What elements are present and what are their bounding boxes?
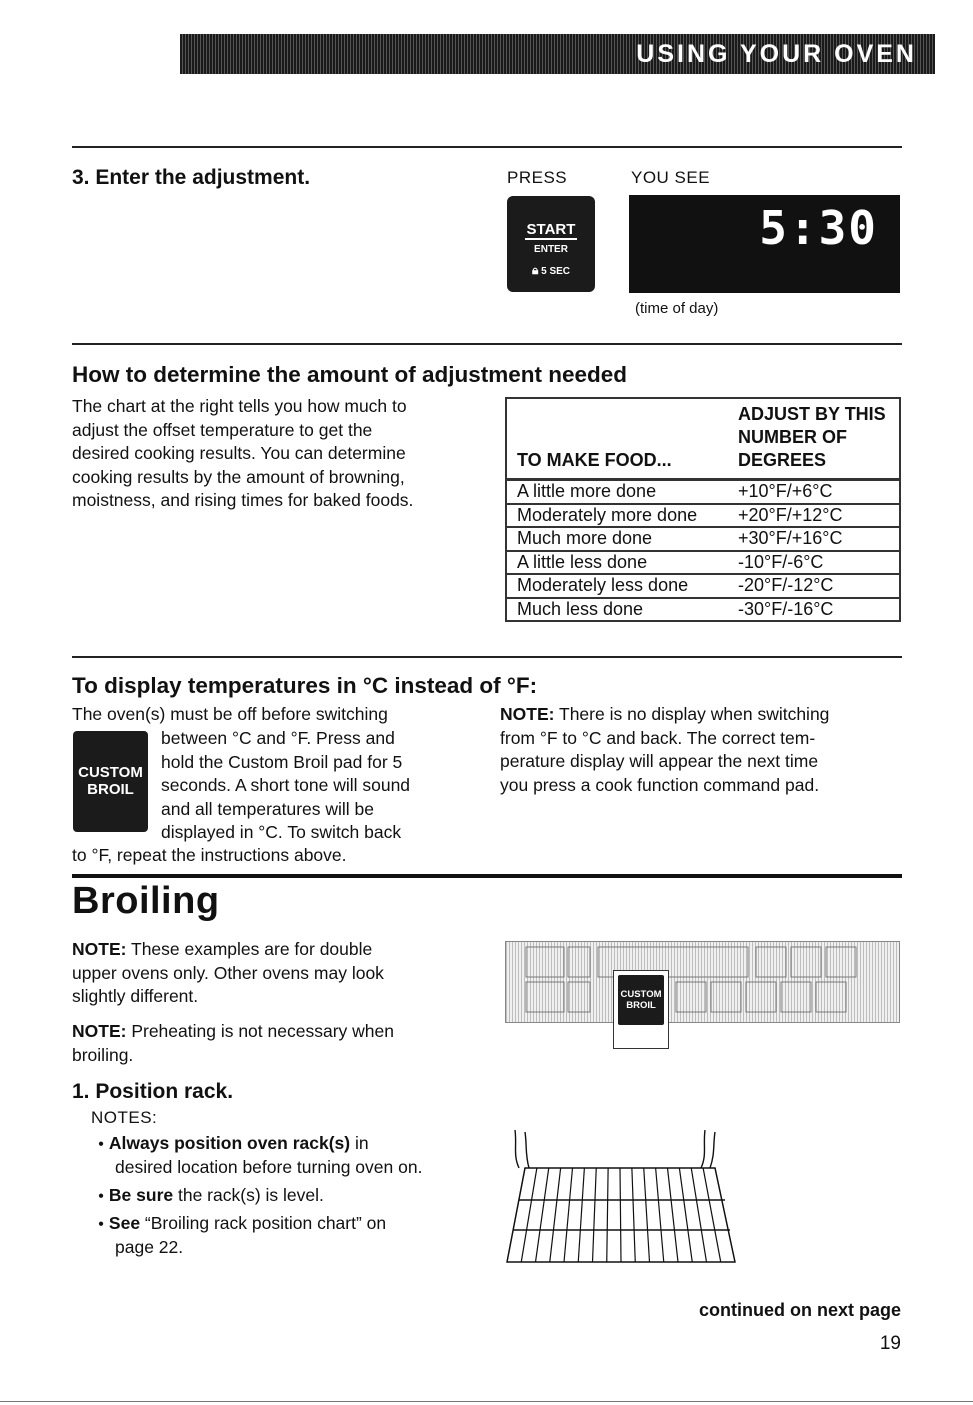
table-header-row	[506, 398, 900, 480]
rack-bar	[550, 1168, 561, 1262]
table-row: Much less done -30°F/-16°C	[506, 598, 900, 622]
celsius-line: The oven(s) must be off before switching	[72, 704, 388, 724]
body-line: adjust the offset temperature to get the	[72, 419, 373, 440]
rack-bar	[644, 1168, 650, 1262]
rack-bar	[536, 1168, 549, 1262]
body-line: The chart at the right tells you how much to	[72, 396, 407, 416]
lock-icon: 🔒︎	[531, 263, 539, 277]
hand-right-finger	[701, 1130, 705, 1168]
broiling-note1: NOTE: These examples are for double upper ovens only. Other ovens may look slightly different.	[72, 939, 384, 1006]
panel-pads-graphic	[506, 942, 899, 1022]
adjustment-body	[72, 395, 492, 513]
body-line: desired cooking results. You can determine	[72, 443, 406, 463]
body-line: moistness, and rising times for baked foods.	[72, 490, 414, 510]
hand-left-finger	[515, 1130, 519, 1168]
rack-bar	[564, 1168, 573, 1262]
divider	[72, 146, 902, 148]
table-row: Moderately less done -20°F/-12°C	[506, 574, 900, 598]
divider-thick	[72, 874, 902, 878]
rack-bar	[620, 1168, 621, 1262]
body-line: cooking results by the amount of browning,	[72, 466, 405, 487]
rack-bar	[691, 1168, 706, 1262]
adjustment-table	[505, 397, 901, 622]
rack-bar	[632, 1168, 635, 1262]
banner-title: USING YOUR OVEN	[636, 40, 917, 68]
you-see-label: YOU SEE	[631, 168, 711, 187]
section-banner	[180, 34, 935, 74]
divider	[72, 343, 902, 345]
start-label: START	[526, 221, 576, 238]
display-caption: (time of day)	[635, 300, 719, 317]
rack-bar	[668, 1168, 679, 1262]
enter-label: ENTER	[534, 244, 568, 255]
table-row: A little less done -10°F/-6°C	[506, 551, 900, 575]
rack-bar	[607, 1168, 608, 1262]
list-item: ● Always position oven rack(s) in	[98, 1133, 369, 1153]
celsius-line: to °F, repeat the instructions above.	[72, 845, 347, 865]
celsius-heading: To display temperatures in °C instead of °F:	[72, 673, 538, 698]
rack-bar	[593, 1168, 597, 1262]
continued-text: continued on next page	[698, 1300, 901, 1320]
button-line: BROIL	[87, 781, 134, 798]
list-item: ● Be sure the rack(s) is level.	[98, 1184, 324, 1205]
bullet-list: ● Always position oven rack(s) in desired location before turning oven on. ● Be sure the rack(s) is level. ● See “Broiling rack position chart” on page 22.	[98, 1133, 423, 1257]
page-number: 19	[879, 1333, 901, 1354]
step1-title: 1. Position rack.	[72, 1080, 234, 1103]
table-row: Much more done +30°F/+16°C	[506, 527, 900, 551]
adjustment-heading: How to determine the amount of adjustment needed	[72, 362, 628, 387]
display-digits: 5:30	[759, 201, 878, 255]
panel-button-frame	[613, 970, 669, 1049]
rack-bar	[656, 1168, 664, 1262]
celsius-wrap: between °C and °F. Press and hold the Custom Broil pad for 5 seconds. A short tone will sound and all temperatures will be displayed in °C. To switch back	[161, 728, 411, 842]
table-row: Moderately more done +20°F/+12°C	[506, 504, 900, 528]
col-degrees-header: ADJUST BY THIS NUMBER OF DEGREES	[728, 398, 900, 480]
panel-custom-broil-button[interactable]: CUSTOM BROIL	[618, 975, 664, 1025]
celsius-note: NOTE: There is no display when switching from °F to °C and back. The correct tem- perature display will appear the next time you press a cook function command pad.	[500, 704, 830, 795]
rack-bar	[507, 1168, 525, 1262]
broiling-title: Broiling	[72, 880, 220, 922]
time-display	[629, 195, 900, 293]
rack-bar	[679, 1168, 692, 1262]
divider	[72, 656, 902, 658]
list-item: ● See “Broiling rack position chart” on	[98, 1212, 387, 1233]
broiling-note2: NOTE: Preheating is not necessary when broiling.	[72, 1021, 394, 1065]
rack-bar	[521, 1168, 537, 1262]
step3-title: 3. Enter the adjustment.	[72, 166, 311, 189]
custom-broil-button[interactable]	[73, 731, 148, 832]
press-label: PRESS	[507, 168, 568, 187]
bottom-edge	[0, 1401, 973, 1402]
notes-label: NOTES:	[91, 1108, 158, 1127]
button-line: CUSTOM	[78, 764, 143, 781]
start-enter-button[interactable]	[507, 196, 595, 292]
rack-bar	[578, 1168, 584, 1262]
table-row: A little more done +10°F/+6°C	[506, 480, 900, 504]
oven-rack-illustration	[505, 1130, 740, 1270]
col-food-header: TO MAKE FOOD...	[506, 398, 728, 480]
lock-5sec: 🔒︎ 5 SEC	[531, 263, 571, 277]
control-panel-illustration	[505, 941, 900, 1023]
note-label: NOTE:	[500, 704, 555, 724]
